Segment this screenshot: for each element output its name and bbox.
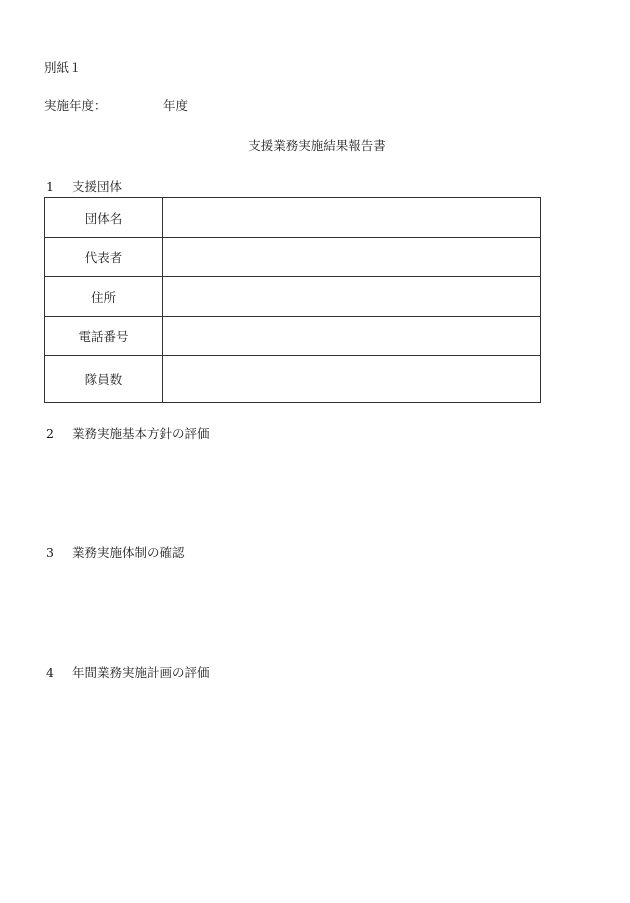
section-title: 業務実施体制の確認: [72, 545, 185, 560]
row-value-representative[interactable]: [163, 238, 541, 277]
section-title: 業務実施基本方針の評価: [72, 426, 210, 441]
section-heading-3: [46, 545, 185, 561]
section-heading-2: [46, 426, 210, 442]
attachment-label: 別紙１: [44, 60, 82, 75]
row-label-member-count: 隊員数: [45, 356, 163, 403]
row-value-member-count[interactable]: [163, 356, 541, 403]
section-number: 3: [46, 545, 54, 560]
row-value-group-name[interactable]: [163, 198, 541, 238]
table-row: [45, 198, 541, 238]
section-number: 1: [46, 179, 54, 194]
row-value-address[interactable]: [163, 277, 541, 317]
table-row: [45, 238, 541, 277]
fiscal-year-label: 実施年度：: [44, 98, 107, 113]
section-heading-1: [46, 179, 122, 195]
section-heading-4: [46, 665, 210, 681]
section-number: 2: [46, 426, 54, 441]
section-title: 年間業務実施計画の評価: [72, 665, 210, 680]
row-label-group-name: 団体名: [45, 198, 163, 238]
table-row: [45, 277, 541, 317]
table-row: [45, 317, 541, 356]
document-title: 支援業務実施結果報告書: [248, 138, 386, 153]
row-label-phone: 電話番号: [45, 317, 163, 356]
row-label-representative: 代表者: [45, 238, 163, 277]
section-title: 支援団体: [72, 179, 123, 194]
table-row: [45, 356, 541, 403]
fiscal-year-unit: 年度: [163, 98, 189, 113]
group-info-table: [44, 197, 541, 403]
row-value-phone[interactable]: [163, 317, 541, 356]
section-number: 4: [46, 665, 54, 680]
row-label-address: 住所: [45, 277, 163, 317]
